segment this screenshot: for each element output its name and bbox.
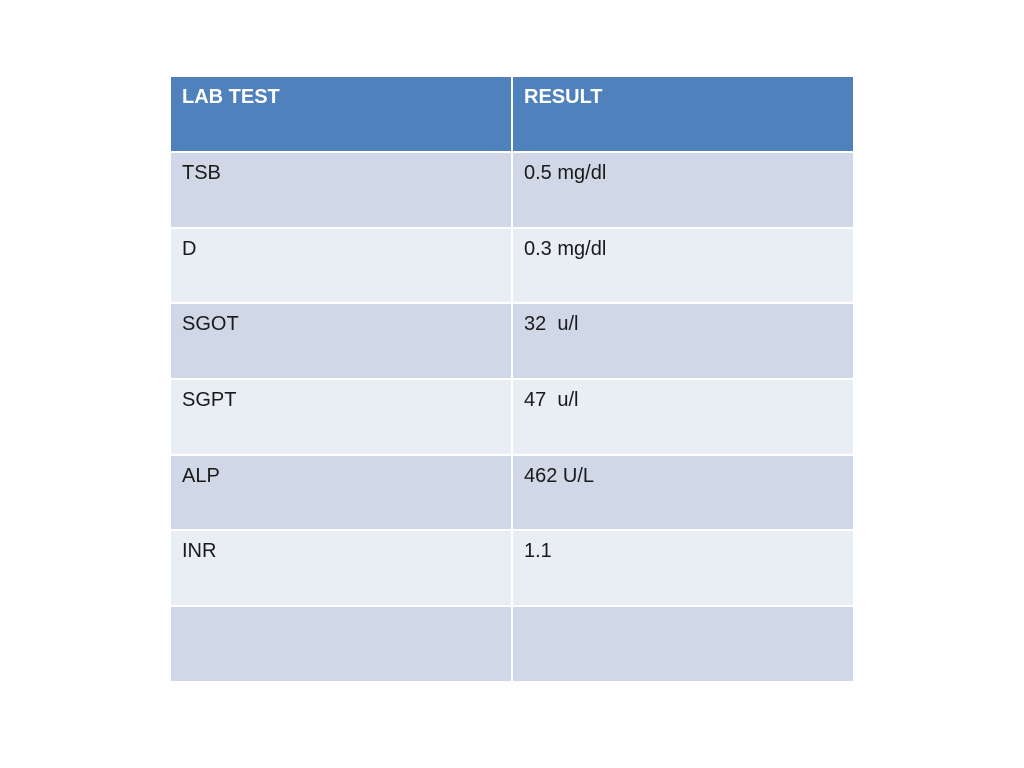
table-row-test: SGOT (171, 302, 511, 378)
table-row-result: 1.1 (511, 529, 853, 605)
table-row-result: 47 u/l (511, 378, 853, 454)
table-row-test: TSB (171, 151, 511, 227)
table-row-test: ALP (171, 454, 511, 530)
table-row-test: SGPT (171, 378, 511, 454)
table-row-test-empty (171, 605, 511, 681)
table-row-result-empty (511, 605, 853, 681)
table-row-result: 0.5 mg/dl (511, 151, 853, 227)
table-row-result: 462 U/L (511, 454, 853, 530)
table-row-test: D (171, 227, 511, 303)
table-row-result: 0.3 mg/dl (511, 227, 853, 303)
header-result: RESULT (511, 77, 853, 151)
table-row-test: INR (171, 529, 511, 605)
header-lab-test: LAB TEST (171, 77, 511, 151)
lab-results-table (171, 77, 853, 681)
table-row-result: 32 u/l (511, 302, 853, 378)
